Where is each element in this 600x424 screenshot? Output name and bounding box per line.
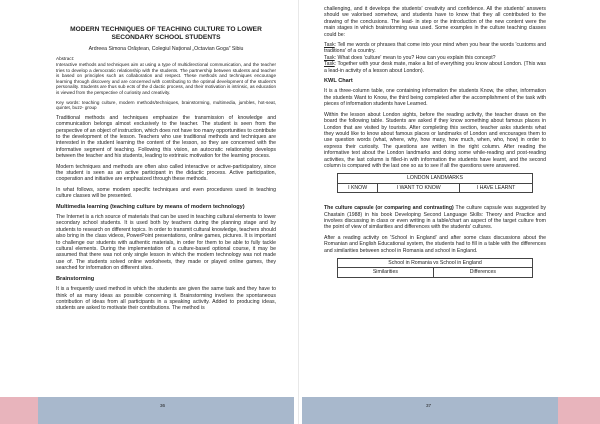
capsule-text: The culture capsule was suggested by Chastain (1988) in his book Developing Second Language Skills: Theory and Practice and involves discussing in class or even writing in a table/chart an aspect of the target culture from the point of view of similarities and differences with the students' cultures. [324,205,546,231]
comparison-table [337,258,533,278]
page-spine [298,0,299,424]
comparison-column-similarities: Similarities [338,268,434,277]
left-page [56,26,276,316]
abstract-text: Interactive methods and techniques aim at using a type of multidirectional communication, and the teacher tries to develop a democratic relationship with the students. The partnership between students and teacher is based on principles such as collaboration and respect. These methods and techniques encourage learning through discovery and are concerned with contributing to the optimal development of the student's personality. Students are thus sub ects of the d dactic process, and their motivation is intrinsic, as education is viewed from the perspective of curiosity and creativity. [56,62,276,95]
comparison-table-header: School in Romania vs School in England [338,259,533,268]
footer-bar-left-blue [38,397,294,424]
abstract [56,56,276,95]
kwl-table [337,173,533,193]
kwl-column-learnt: I HAVE LEARNT [460,183,533,192]
page-number-left: 36 [160,403,166,408]
task-label: Task [324,42,335,49]
section-heading-kwl: KWL Chart [324,78,353,85]
right-page [324,6,546,290]
footer-bar-left-pink [0,397,38,424]
task-item [324,61,546,74]
footer-bar-right-pink [558,397,600,424]
article-title: MODERN TECHNIQUES OF TEACHING CULTURE TO LOWER SECONDARY SCHOOL STUDENTS [70,26,262,41]
body-paragraph: Modern techniques and methods are often also called interactive or active-participatory, since the student is seen as an active participant in the didactic process. Active participation, cooperation and initiative are emphasized through these methods. [56,163,276,183]
body-paragraph [324,205,546,231]
task-label: Task [324,54,335,61]
section-heading-capsule: The culture capsule (or comparing and contrasting) [324,205,454,212]
kwl-column-know: I KNOW [338,183,378,192]
body-paragraph: In what follows, some modern specific techniques and even procedures used in teaching culture classes will be presented. [56,186,276,200]
task-label: Task [324,61,335,68]
comparison-column-differences: Differences [433,268,532,277]
kwl-table-header: LONDON LANDMARKS [338,174,533,183]
task-item [324,42,546,55]
task-text: : Tell me words or phrases that come into your mind when you hear the words 'customs and traditions' of a country. [324,42,546,55]
body-paragraph: It is a three-column table, one containing information the students Know, the other, information the students Want to Know, the third being completed after the accomplishment of the task with pieces of information students have Learned. [324,88,546,108]
abstract-label: Abstract: [56,56,75,62]
kwl-column-want: I WANT TO KNOW [378,183,460,192]
article-author: Ardreea Simona Orăștean, Colegiul Național „Octavian Goga” Sibiu [88,46,244,52]
keywords: Key words: teaching culture, modern methods/techniques, brainstorming, multimedia, jumbles, hot-seat, quintet, buzz- group [56,99,276,111]
task-text: : Together with your desk mate, make a list of everything you know about London. (This was a lead-in activity of a lesson about London). [324,61,546,74]
body-paragraph: The Internet is a rich source of materials that can be used in teaching cultural elements to lower secondary school students. It is used both by teachers during the planning stage and by students to research on different topics. In order to transmit cultural knowledge, teachers should also bring in the class videos, PowerPoint presentations, online games, pictures. It is important to challenge our students with authentic materials, in order for them to be able to fully tackle cultural elements. During the implementation of a culture-based optional course, it may be assumed that there was not only single lesson in which the modern technology was not made use of. The students solved online worksheets, they made or played online games, they searched for information on different sites. [56,214,276,272]
body-paragraph: Traditional methods and techniques emphasize the transmission of knowledge and communication belongs almost exclusively to the teacher. The student is seen from the perspective of an object of instruction, which does not have too many opportunities to contribute to the development of the lesson. Teachers who use traditional methods and techniques are interested in the student learning the content of the lesson, so they are concerned with the informative segment of teaching. Following this vision, an autocratic relationship develops between the teacher and his students, leading to extrinsic motivation for the learning process. [56,114,276,160]
section-heading-multimedia: Multimedia learning (teaching culture by means of modern technology) [56,203,245,210]
body-paragraph: challenging, and it develops the students' creativity and confidence. All the students' answers should we valorised somehow, and students have to know that they all contributed to the drawing of the conclusions. The lead- in step or the introduction of the new content were the main stages in which brainstorming was used. Some examples in the culture teaching classes could be: [324,6,546,38]
page-number-right: 37 [426,403,432,408]
body-paragraph: Within the lesson about London sights, before the reading activity, the teacher draws on the board the following table. Students are asked if they know something about famous places in London that are visited by tourists. After completing this section, teacher asks students what they would like to know about famous places or landmarks of London and encourages them to use question words (what, where, why, how many, how much, when, who, how) in order to express their curiosity. The questions are written in the right column. After reading the informative text about the London landmarks and doing some while-reading and post-reading activities, the last column is filled-in with information the students have learnt, and the second column is compared with the last one so as to see if all the questions were answered. [324,111,546,169]
body-paragraph: It is a frequently used method in which the students are given the same task and they have to think of as many ideas as possible concerning it. Brainstorming involves the spontaneous contribution of ideas from all participants in a speaking activity. Added to producing ideas, students are asked to motivate their contributions. The method is [56,286,276,312]
body-paragraph: After a reading activity on 'School in England' and after some class discussions about the Romanian and English Educational system, the students had to fill in a table with the differences and similarities between school in Romania and school in England. [324,234,546,254]
task-text: : What does 'culture' mean to you? How can you explain this concept? [334,54,496,61]
section-heading-brainstorming: Brainstorming [56,275,95,282]
footer-bar-right-blue [302,397,558,424]
